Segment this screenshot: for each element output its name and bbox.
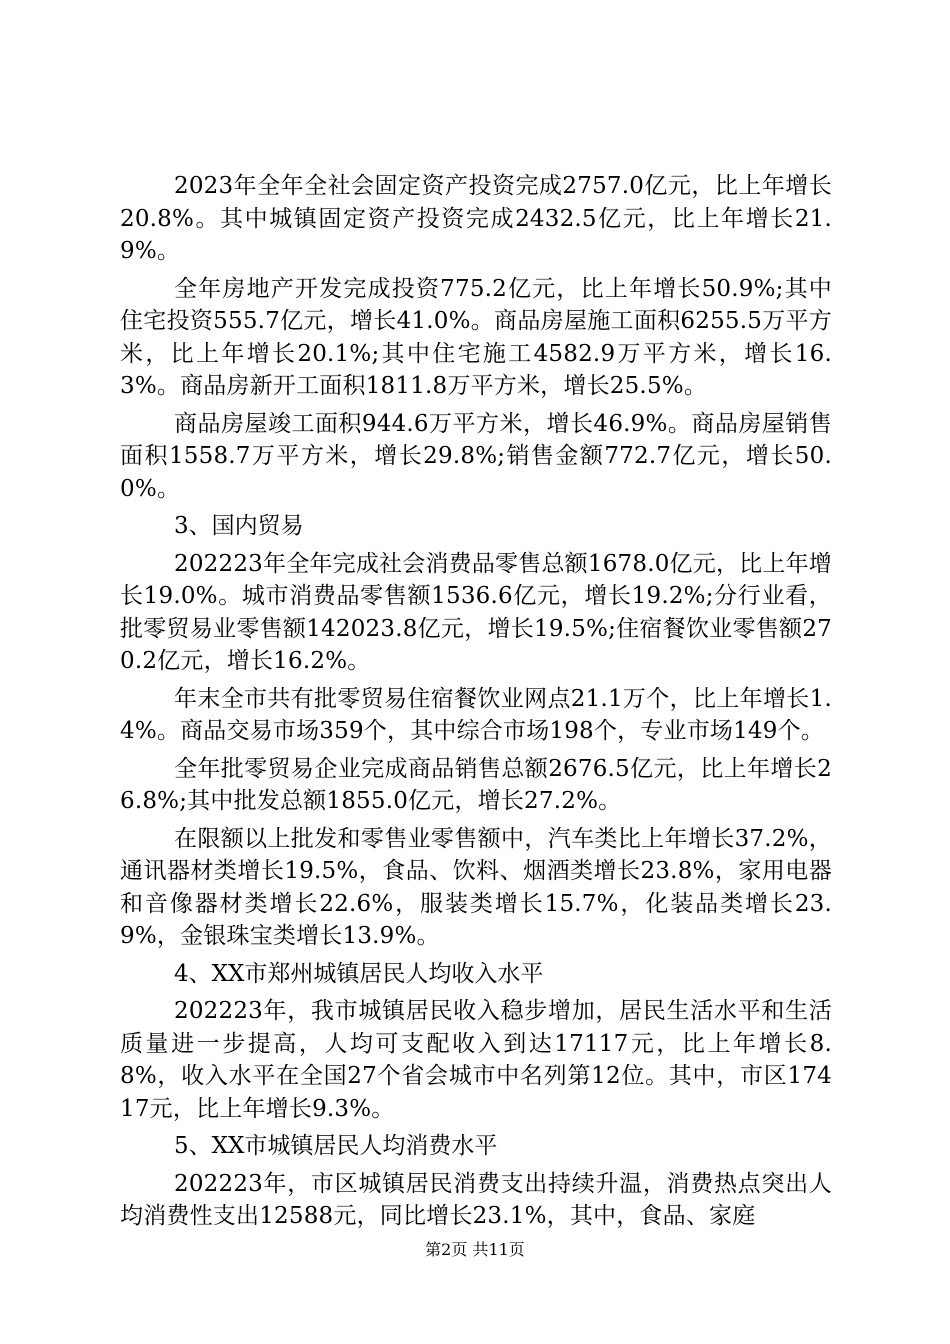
section-heading-consumption-level: 5、XX市城镇居民人均消费水平 [174,1133,498,1159]
paragraph-wholesale-sales: 全年批零贸易企业完成商品销售总额2676.5亿元，比上年增长26.8%;其中批发总额1855.0亿元，增长27.2%。 [120,755,832,814]
section-heading-income-level: 4、XX市郑州城镇居民人均收入水平 [174,960,544,987]
paragraph-trade-outlets: 年末全市共有批零贸易住宿餐饮业网点21.1万个，比上年增长1.4%。商品交易市场359个，其中综合市场198个，专业市场149个。 [120,685,832,744]
paragraph-income: 202223年，我市城镇居民收入稳步增加，居民生活水平和生活质量进一步提高，人均可支配收入到达17117元，比上年增长8.8%，收入水平在全国27个省会城市中名列第12位。其中，市区17417元，比上年增长9.3%。 [120,998,832,1122]
paragraph-fixed-asset-investment: 2023年全年全社会固定资产投资完成2757.0亿元，比上年增长20.8%。其中城镇固定资产投资完成2432.5亿元，比上年增长21.9%。 [120,173,832,264]
page-number-footer: 第2页 共11页 [425,1240,525,1259]
paragraph-housing-completion-sales: 商品房屋竣工面积944.6万平方米，增长46.9%。商品房屋销售面积1558.7万平方米，增长29.8%;销售金额772.7亿元，增长50.0%。 [120,410,832,502]
paragraph-retail-sales: 202223年全年完成社会消费品零售总额1678.0亿元，比上年增长19.0%。城市消费品零售额1536.6亿元，增长19.2%;分行业看，批零贸易业零售额142023.8亿元，增长19.5%;住宿餐饮业零售额270.2亿元，增长16.2%。 [120,550,832,674]
paragraph-retail-categories: 在限额以上批发和零售业零售额中，汽车类比上年增长37.2%，通讯器材类增长19.5%，食品、饮料、烟酒类增长23.8%，家用电器和音像器材类增长22.6%，服装类增长15.7%，化装品类增长23.9%，金银珠宝类增长13.9%。 [120,825,832,949]
paragraph-real-estate-investment: 全年房地产开发完成投资775.2亿元，比上年增长50.9%;其中住宅投资555.7亿元，增长41.0%。商品房屋施工面积6255.5万平方米，比上年增长20.1%;其中住宅施工4582.9万平方米，增长16.3%。商品房新开工面积1811.8万平方米，增长25.5%。 [120,275,832,399]
paragraph-consumption: 202223年，市区城镇居民消费支出持续升温，消费热点突出人均消费性支出12588元，同比增长23.1%，其中，食品、家庭 [120,1170,832,1229]
section-heading-domestic-trade: 3、国内贸易 [174,513,304,539]
document-body [120,170,832,1238]
